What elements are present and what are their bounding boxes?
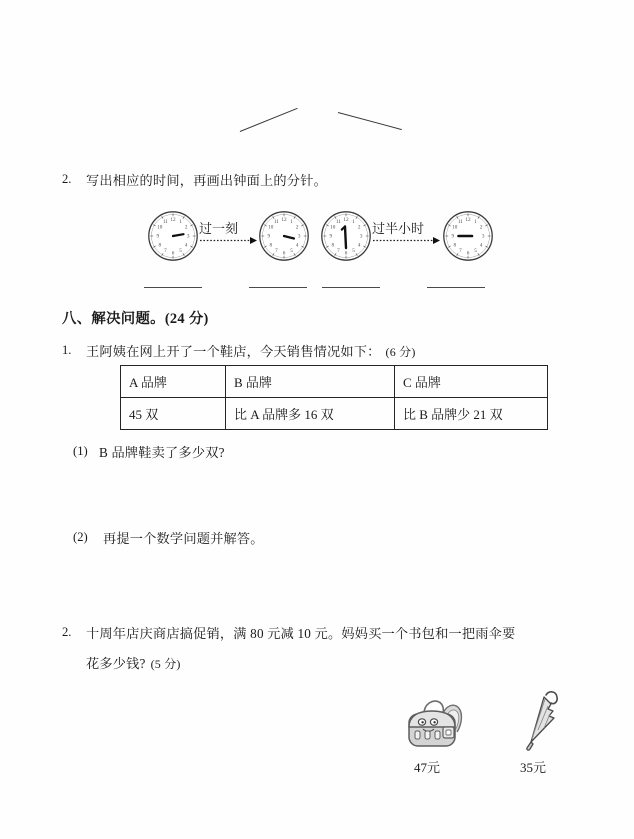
clock-face-1: [147, 210, 199, 262]
svg-text:8: 8: [331, 242, 335, 249]
problem1-prompt-text: 王阿姨在网上开了一个鞋店，今天销售情况如下：: [86, 344, 381, 359]
umbrella-icon: [518, 685, 566, 758]
problem2-number: 2.: [62, 625, 72, 639]
stray-stroke-right: [338, 112, 402, 130]
table-row: [121, 366, 548, 398]
svg-text:9: 9: [267, 233, 271, 240]
svg-text:10: 10: [157, 224, 163, 231]
problem2-points: (5 分): [150, 657, 181, 671]
svg-text:3: 3: [297, 233, 301, 240]
svg-text:10: 10: [330, 224, 336, 231]
svg-text:5: 5: [352, 248, 355, 254]
svg-text:4: 4: [295, 242, 299, 249]
svg-text:5: 5: [290, 248, 293, 254]
svg-text:2: 2: [479, 224, 483, 231]
svg-text:9: 9: [451, 233, 455, 240]
svg-text:5: 5: [179, 248, 182, 254]
svg-text:6: 6: [344, 250, 348, 257]
stray-stroke-left: [240, 108, 298, 132]
problem1-points: (6 分): [385, 345, 416, 359]
svg-text:7: 7: [459, 248, 462, 254]
svg-text:11: 11: [162, 219, 168, 225]
svg-text:4: 4: [184, 242, 188, 249]
sales-table: [120, 365, 548, 430]
svg-text:11: 11: [457, 219, 463, 225]
svg-text:3: 3: [186, 233, 190, 240]
clock-face-3: [320, 210, 372, 262]
problem1-prompt: [86, 342, 416, 362]
svg-text:2: 2: [184, 224, 188, 231]
answer-blank-2[interactable]: [249, 287, 307, 288]
arrow-label-2: 过半小时: [372, 221, 425, 236]
svg-text:11: 11: [273, 219, 279, 225]
svg-text:12: 12: [465, 217, 471, 224]
svg-text:12: 12: [343, 217, 349, 224]
table-row: [121, 398, 548, 430]
question-clocks-number: 2.: [62, 172, 72, 186]
subquestion-1-text: B 品牌鞋卖了多少双?: [99, 445, 225, 460]
section-heading-text: 八、解决问题。: [62, 311, 165, 327]
svg-text:9: 9: [329, 233, 333, 240]
svg-text:2: 2: [295, 224, 299, 231]
arrow-label-1: 过一刻: [199, 221, 239, 236]
svg-text:6: 6: [282, 250, 286, 257]
table-header-b: B 品牌: [226, 366, 395, 398]
subquestion-2-label: (2): [73, 530, 88, 544]
backpack-icon: [402, 694, 470, 757]
table-header-c: C 品牌: [395, 366, 548, 398]
svg-text:12: 12: [281, 217, 287, 224]
subquestion-1-label: (1): [73, 444, 88, 458]
problem1-number: 1.: [62, 343, 72, 357]
question-clocks-prompt: 写出相应的时间，再画出钟面上的分针。: [86, 173, 327, 188]
umbrella-price: 35元: [520, 760, 547, 775]
section-heading: [62, 307, 209, 328]
subquestion-2-text: 再提一个数学问题并解答。: [103, 531, 264, 546]
svg-text:8: 8: [158, 242, 162, 249]
svg-text:7: 7: [275, 248, 278, 254]
svg-text:10: 10: [452, 224, 458, 231]
problem2-line2-text: 花多少钱?: [86, 656, 146, 671]
table-cell-c-value: 比 B 品牌少 21 双: [395, 398, 548, 430]
svg-text:7: 7: [164, 248, 167, 254]
problem2-line2: [86, 654, 181, 674]
table-cell-a-value: 45 双: [121, 398, 226, 430]
svg-text:1: 1: [474, 219, 477, 225]
svg-text:2: 2: [357, 224, 361, 231]
table-header-a: A 品牌: [121, 366, 226, 398]
svg-text:7: 7: [337, 248, 340, 254]
svg-text:10: 10: [268, 224, 274, 231]
answer-blank-1[interactable]: [144, 287, 202, 288]
svg-text:1: 1: [352, 219, 355, 225]
section-heading-points: (24 分): [164, 311, 209, 327]
table-cell-b-value: 比 A 品牌多 16 双: [226, 398, 395, 430]
clock-face-4: [442, 210, 494, 262]
svg-text:3: 3: [481, 233, 485, 240]
answer-blank-3[interactable]: [322, 287, 380, 288]
svg-text:1: 1: [179, 219, 182, 225]
svg-text:8: 8: [269, 242, 273, 249]
answer-blank-4[interactable]: [427, 287, 485, 288]
svg-text:3: 3: [359, 233, 363, 240]
svg-text:4: 4: [479, 242, 483, 249]
svg-text:6: 6: [466, 250, 470, 257]
svg-text:6: 6: [171, 250, 175, 257]
svg-text:12: 12: [170, 217, 176, 224]
clock-face-2: [258, 210, 310, 262]
svg-text:4: 4: [357, 242, 361, 249]
svg-text:8: 8: [453, 242, 457, 249]
svg-text:1: 1: [290, 219, 293, 225]
svg-text:11: 11: [335, 219, 341, 225]
svg-text:5: 5: [474, 248, 477, 254]
svg-text:9: 9: [156, 233, 160, 240]
problem2-line1: 十周年店庆商店搞促销，满 80 元减 10 元。妈妈买一个书包和一把雨伞要: [86, 626, 516, 641]
backpack-price: 47元: [414, 760, 441, 775]
